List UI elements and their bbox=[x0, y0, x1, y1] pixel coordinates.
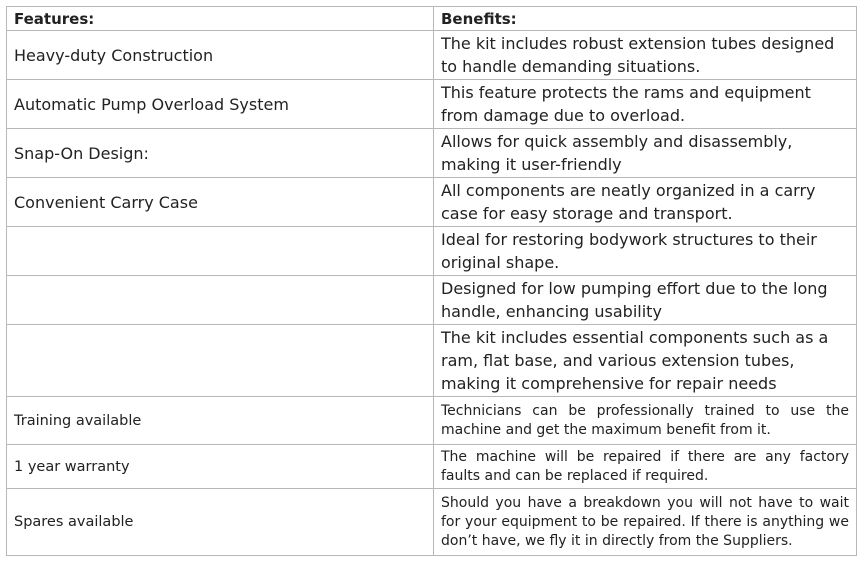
feature-cell bbox=[7, 227, 434, 276]
feature-cell: Convenient Carry Case bbox=[7, 178, 434, 227]
benefit-cell: Ideal for restoring bodywork structures to their original shape. bbox=[434, 227, 857, 276]
feature-cell: Training available bbox=[7, 397, 434, 445]
benefit-cell: Designed for low pumping effort due to the long handle, enhancing usability bbox=[434, 276, 857, 325]
benefit-cell: Should you have a breakdown you will not have to wait for your equipment to be repaired. If there is anything we don’t have, we fly it in directly from the Suppliers. bbox=[434, 489, 857, 556]
table-row bbox=[7, 445, 857, 489]
feature-cell bbox=[7, 276, 434, 325]
benefits-header: Benefits: bbox=[434, 7, 857, 31]
benefit-cell: Technicians can be professionally trained to use the machine and get the maximum benefit from it. bbox=[434, 397, 857, 445]
header-row bbox=[7, 7, 857, 31]
benefit-cell: The kit includes essential components such as a ram, flat base, and various extension tubes, making it comprehensive for repair needs bbox=[434, 325, 857, 397]
feature-cell: Snap-On Design: bbox=[7, 129, 434, 178]
feature-cell bbox=[7, 325, 434, 397]
table-row bbox=[7, 325, 857, 397]
feature-cell: 1 year warranty bbox=[7, 445, 434, 489]
features-header: Features: bbox=[7, 7, 434, 31]
table-row bbox=[7, 31, 857, 80]
benefit-cell: All components are neatly organized in a carry case for easy storage and transport. bbox=[434, 178, 857, 227]
table-row bbox=[7, 178, 857, 227]
feature-cell: Heavy-duty Construction bbox=[7, 31, 434, 80]
table-row bbox=[7, 489, 857, 556]
feature-cell: Spares available bbox=[7, 489, 434, 556]
table-row bbox=[7, 80, 857, 129]
benefit-cell: The kit includes robust extension tubes designed to handle demanding situations. bbox=[434, 31, 857, 80]
table-row bbox=[7, 227, 857, 276]
benefit-cell: This feature protects the rams and equipment from damage due to overload. bbox=[434, 80, 857, 129]
features-benefits-table bbox=[6, 6, 857, 556]
table-row bbox=[7, 397, 857, 445]
benefit-cell: The machine will be repaired if there are any factory faults and can be replaced if required. bbox=[434, 445, 857, 489]
benefit-cell: Allows for quick assembly and disassembly, making it user-friendly bbox=[434, 129, 857, 178]
feature-cell: Automatic Pump Overload System bbox=[7, 80, 434, 129]
table-row bbox=[7, 129, 857, 178]
table-row bbox=[7, 276, 857, 325]
